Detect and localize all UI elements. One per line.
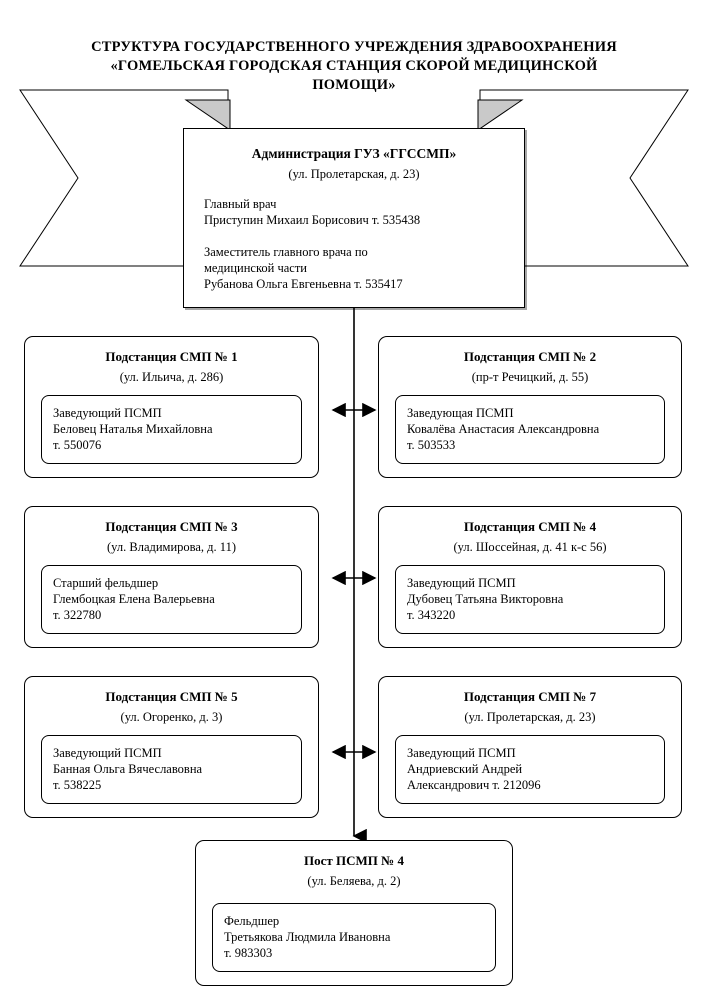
station-person-3: Глембоцкая Елена Валерьевна: [53, 592, 215, 606]
administration-card: [183, 128, 525, 308]
administration-title: Администрация ГУЗ «ГГССМП»: [251, 146, 457, 161]
station-title-1: Подстанция СМП № 1: [105, 349, 238, 364]
station-card-3: [24, 506, 319, 648]
station-address-4: (ул. Шоссейная, д. 41 к-с 56): [453, 540, 607, 554]
station-role-4: Заведующий ПСМП: [407, 576, 516, 590]
station-card-5: [24, 676, 319, 818]
post-person-4: Третьякова Людмила Ивановна: [224, 930, 391, 944]
station-person-4: Дубовец Татьяна Викторовна: [407, 592, 564, 606]
post-contact-4: [212, 903, 496, 972]
station-address-1: (ул. Ильича, д. 286): [119, 370, 224, 384]
page-title-line-1: СТРУКТУРА ГОСУДАРСТВЕННОГО УЧРЕЖДЕНИЯ ЗДРАВООХРАНЕНИЯ: [91, 39, 617, 55]
chief-doctor-role: Главный врач: [204, 197, 277, 211]
station-card-1: [24, 336, 319, 478]
station-phone-4: т. 343220: [407, 608, 456, 622]
station-phone-2: т. 503533: [407, 438, 456, 452]
post-role-4: Фельдшер: [224, 914, 280, 928]
station-title-7: Подстанция СМП № 7: [463, 689, 597, 704]
station-address-5: (ул. Огоренко, д. 3): [120, 710, 223, 724]
station-title-3: Подстанция СМП № 3: [105, 519, 238, 534]
station-contact-7: [395, 735, 665, 804]
station-card-2: [378, 336, 682, 478]
station-address-3: (ул. Владимирова, д. 11): [107, 540, 236, 554]
station-address-7: (ул. Пролетарская, д. 23): [464, 710, 596, 724]
deputy-chief-role-line-2: медицинской части: [204, 261, 307, 275]
station-role-1: Заведующий ПСМП: [53, 406, 162, 420]
post-title-4: Пост ПСМП № 4: [304, 853, 404, 868]
station-role-3: Старший фельдшер: [53, 576, 159, 590]
station-contact-1: [41, 395, 302, 464]
station-phone-3: т. 322780: [53, 608, 102, 622]
station-contact-3: [41, 565, 302, 634]
station-title-4: Подстанция СМП № 4: [463, 519, 597, 534]
page-title-line-3: ПОМОЩИ»: [312, 77, 396, 93]
post-address-4: (ул. Беляева, д. 2): [307, 874, 401, 888]
deputy-chief-person: Рубанова Ольга Евгеньевна т. 535417: [204, 277, 403, 291]
page-title: [30, 38, 678, 95]
chief-doctor-block: [204, 196, 524, 228]
station-person-5: Банная Ольга Вячеславовна: [53, 762, 203, 776]
station-phone-7: Александрович т. 212096: [407, 778, 541, 792]
post-phone-4: т. 983303: [224, 946, 273, 960]
station-person-2: Ковалёва Анастасия Александровна: [407, 422, 600, 436]
deputy-chief-role-line-1: Заместитель главного врача по: [204, 245, 368, 259]
station-phone-1: т. 550076: [53, 438, 102, 452]
station-title-2: Подстанция СМП № 2: [463, 349, 597, 364]
station-role-2: Заведующая ПСМП: [407, 406, 514, 420]
station-contact-5: [41, 735, 302, 804]
deputy-chief-block: [204, 244, 524, 292]
station-title-5: Подстанция СМП № 5: [105, 689, 238, 704]
page-title-line-2: «ГОМЕЛЬСКАЯ ГОРОДСКАЯ СТАНЦИЯ СКОРОЙ МЕДИЦИНСКОЙ: [110, 58, 598, 74]
administration-address: (ул. Пролетарская, д. 23): [288, 167, 420, 181]
station-role-5: Заведующий ПСМП: [53, 746, 162, 760]
station-address-2: (пр-т Речицкий, д. 55): [471, 370, 589, 384]
station-phone-5: т. 538225: [53, 778, 102, 792]
post-card-4: [195, 840, 513, 986]
station-contact-2: [395, 395, 665, 464]
station-card-7: [378, 676, 682, 818]
station-person-1: Беловец Наталья Михайловна: [53, 422, 213, 436]
station-card-4: [378, 506, 682, 648]
station-person-7: Андриевский Андрей: [407, 762, 523, 776]
station-contact-4: [395, 565, 665, 634]
chief-doctor-person: Приступин Михаил Борисович т. 535438: [204, 213, 421, 227]
station-role-7: Заведующий ПСМП: [407, 746, 516, 760]
